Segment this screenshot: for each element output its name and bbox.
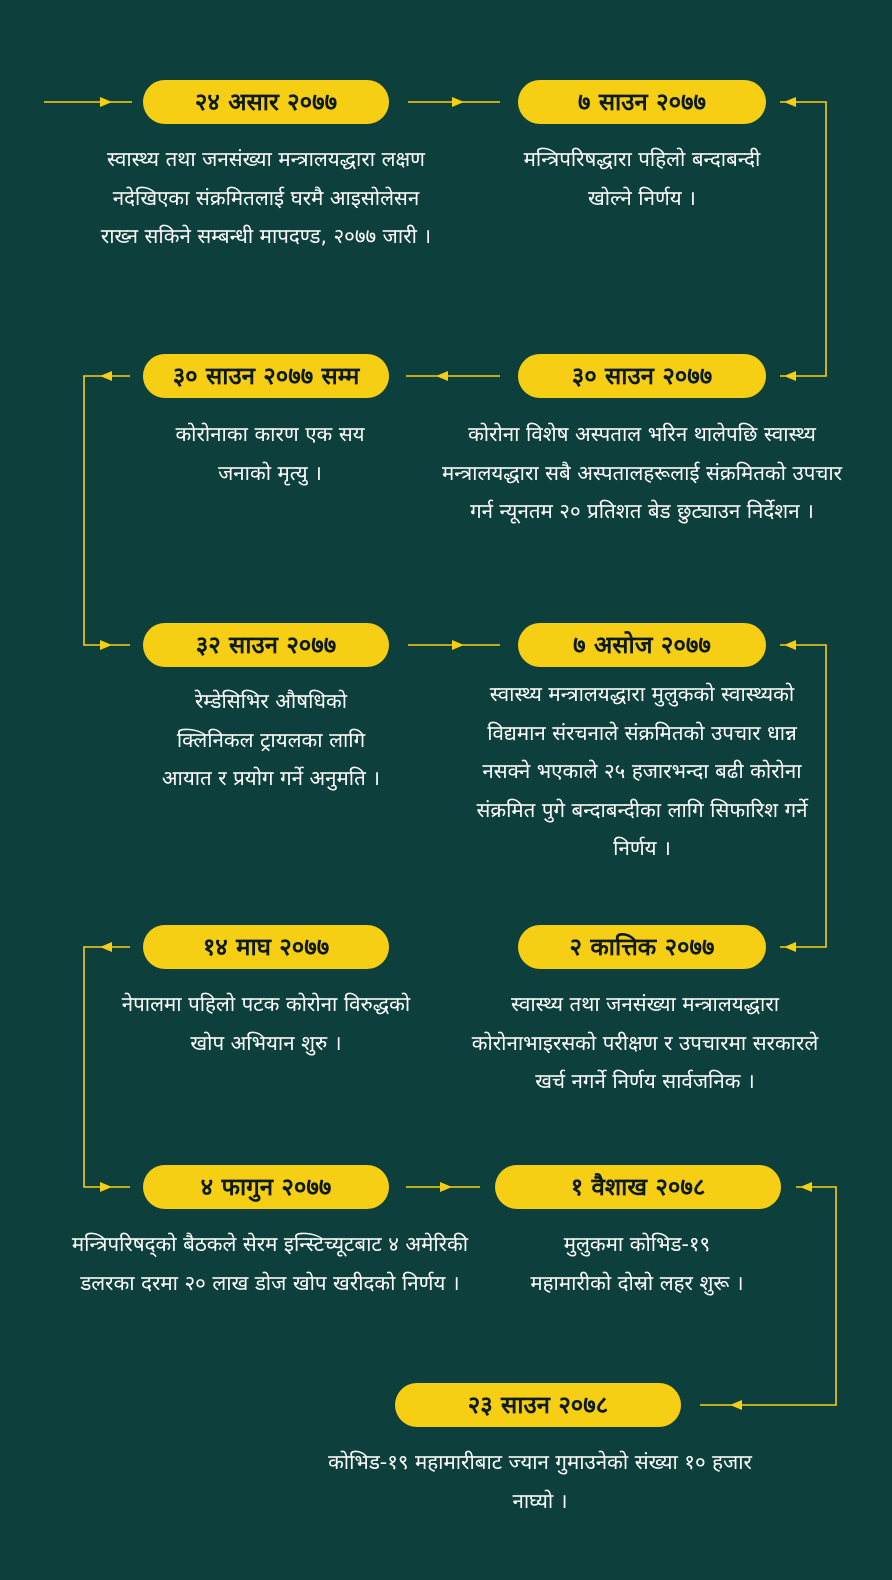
arrow-left-icon	[784, 942, 796, 952]
event-date-pill: ४ फागुन २०७७	[143, 1165, 389, 1209]
event-date-pill: ३० साउन २०७७ सम्म	[143, 354, 389, 398]
arrow-right-icon	[452, 640, 464, 650]
event-date-pill: ७ असोज २०७७	[518, 623, 766, 667]
arrow-left-icon	[800, 1182, 812, 1192]
event-date-pill: २४ असार २०७७	[143, 80, 389, 124]
event-description: मन्त्रिपरिषद्धारा पहिलो बन्दाबन्दी खोल्ने निर्णय ।	[523, 147, 761, 210]
arrow-left-icon	[784, 97, 796, 107]
arrow-left-icon	[436, 371, 448, 381]
event-date-pill: २ कात्तिक २०७७	[518, 925, 766, 969]
event-description: नेपालमा पहिलो पटक कोरोना विरुद्धको खोप अभियान शुरु ।	[121, 992, 411, 1055]
event-description: कोभिड-१९ महामारीबाट ज्यान गुमाउनेको संख्या १० हजार नाघ्यो ।	[328, 1450, 752, 1513]
event-description: कोरोनाका कारण एक सय जनाको मृत्यु ।	[175, 422, 365, 485]
arrow-left-icon	[784, 640, 796, 650]
arrow-right-icon	[100, 1182, 112, 1192]
arrow-left-icon	[100, 371, 112, 381]
event-date-pill: २३ साउन २०७८	[395, 1383, 681, 1427]
event-date-pill: ७ साउन २०७७	[518, 80, 766, 124]
event-description: मन्त्रिपरिषद्को बैठकले सेरम इन्स्टिच्यूटबाट ४ अमेरिकी डलरका दरमा २० लाख डोज खोप खरीदको निर्णय ।	[71, 1232, 469, 1295]
event-date-pill: १ वैशाख २०७८	[495, 1165, 781, 1209]
event-description: रेम्डेसिभिर औषधिको क्लिनिकल ट्रायलका लागि आयात र प्रयोग गर्ने अनुमति ।	[161, 689, 381, 790]
event-date-pill: ३० साउन २०७७	[518, 354, 766, 398]
event-date-pill: १४ माघ २०७७	[143, 925, 389, 969]
arrow-right-icon	[100, 640, 112, 650]
arrow-left-icon	[100, 942, 112, 952]
arrow-left-icon	[784, 371, 796, 381]
event-description: स्वास्थ्य तथा जनसंख्या मन्त्रालयद्धारा कोरोनाभाइरसको परीक्षण र उपचारमा सरकारले खर्च नगर्ने निर्णय सार्वजनिक ।	[471, 992, 819, 1093]
arrow-right-icon	[452, 97, 464, 107]
arrow-right-icon	[100, 97, 112, 107]
arrow-right-icon	[440, 1182, 452, 1192]
event-description: कोरोना विशेष अस्पताल भरिन थालेपछि स्वास्थ्य मन्त्रालयद्धारा सबै अस्पतालहरूलाई संक्रमितको उपचार गर्न न्यूनतम २० प्रतिशत बेड छुट्याउन निर्देशन ।	[441, 422, 843, 523]
arrow-left-icon	[730, 1400, 742, 1410]
event-date-pill: ३२ साउन २०७७	[143, 623, 389, 667]
event-description: स्वास्थ्य तथा जनसंख्या मन्त्रालयद्धारा लक्षण नदेखिएका संक्रमितलाई घरमै आइसोलेसन राख्न सकिने सम्बन्धी मापदण्ड, २०७७ जारी ।	[100, 147, 432, 248]
event-description: मुलुकमा कोभिड-१९ महामारीको दोस्रो लहर शुरू ।	[530, 1232, 744, 1295]
event-description: स्वास्थ्य मन्त्रालयद्धारा मुलुकको स्वास्थ्यको विद्यमान संरचनाले संक्रमितको उपचार धान्न नसक्ने भएकाले २५ हजारभन्दा बढी कोरोना संक्रमित पुगे बन्दाबन्दीका लागि सिफारिश गर्ने निर्णय ।	[476, 682, 808, 860]
